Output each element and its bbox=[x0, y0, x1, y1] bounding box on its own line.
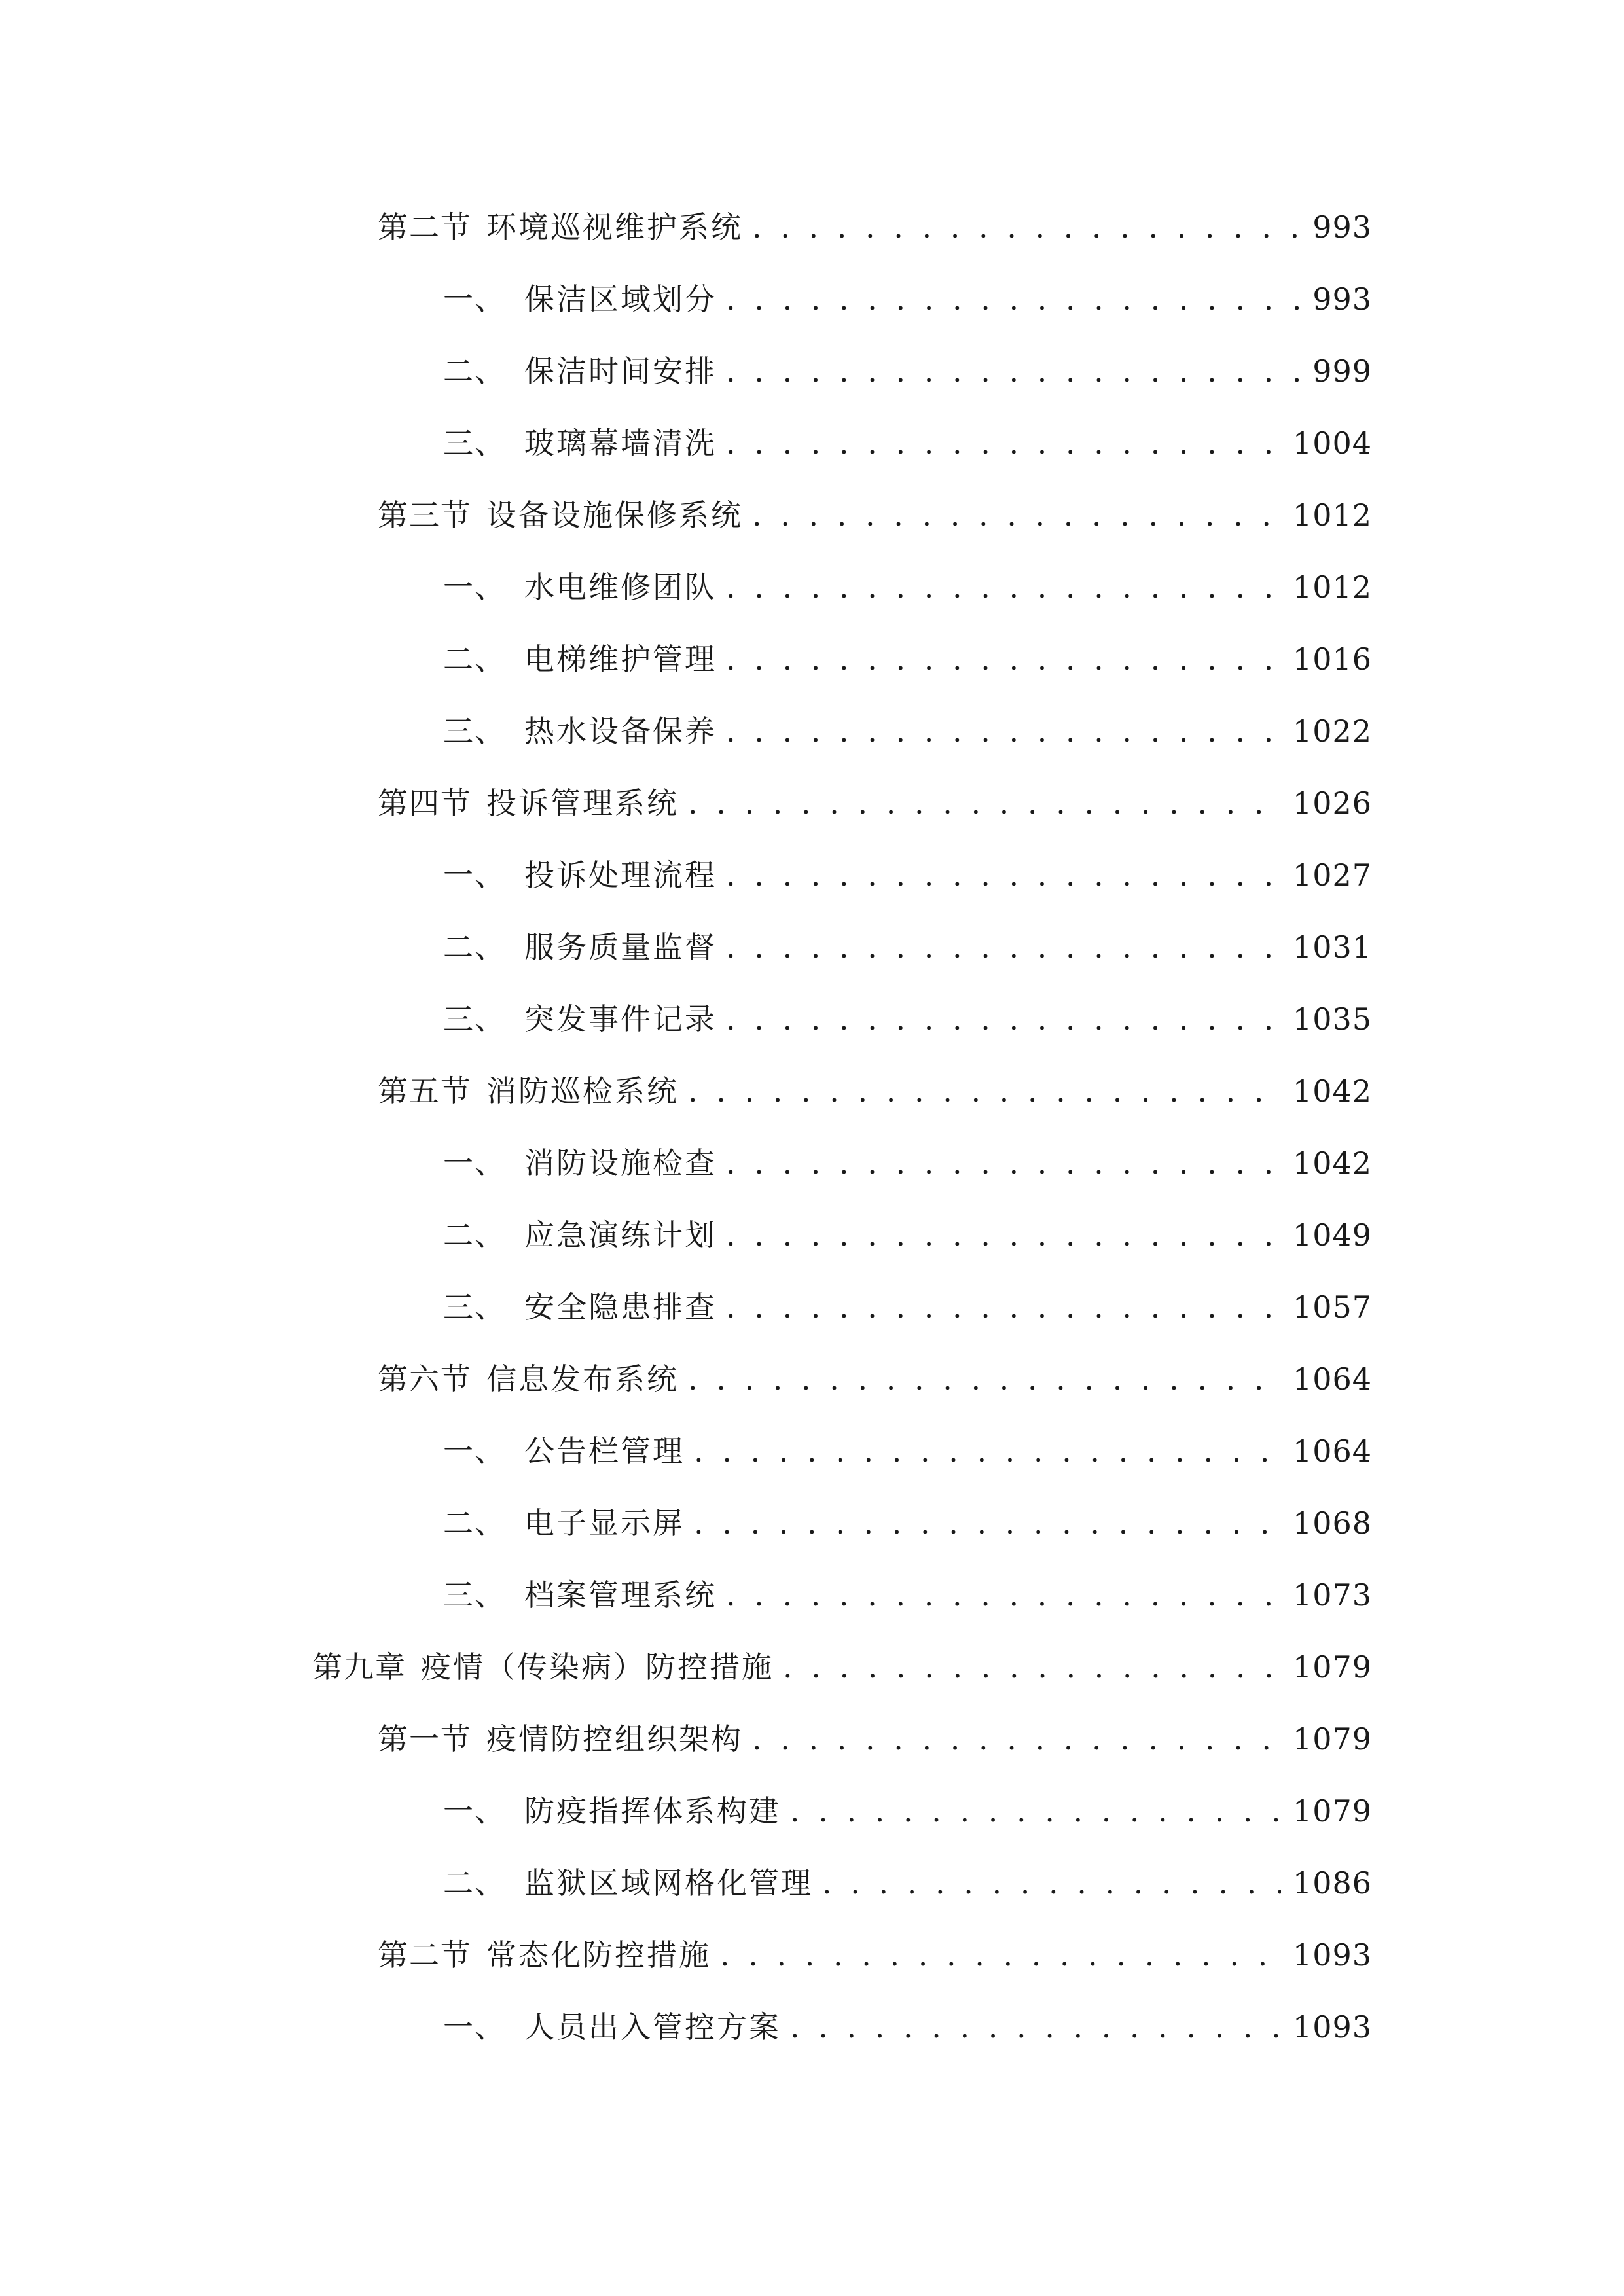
entry-title: 档案管理系统 bbox=[524, 1577, 717, 1613]
entry-number: 第二节 bbox=[378, 209, 472, 245]
entry-title: 投诉处理流程 bbox=[524, 857, 717, 893]
entry-number: 第六节 bbox=[378, 1361, 472, 1397]
toc-entry[interactable] bbox=[443, 708, 1372, 754]
dot-leader bbox=[688, 1068, 1281, 1114]
dot-leader bbox=[726, 276, 1301, 322]
dot-leader bbox=[694, 1428, 1281, 1474]
entry-title: 环境巡视维护系统 bbox=[486, 209, 743, 245]
toc-entry[interactable] bbox=[378, 780, 1372, 826]
toc-entry[interactable] bbox=[443, 1788, 1372, 1834]
page-number: 1086 bbox=[1292, 1865, 1372, 1901]
entry-number: 一、 bbox=[443, 1145, 506, 1181]
entry-title: 保洁时间安排 bbox=[524, 353, 717, 389]
entry-number: 第三节 bbox=[378, 497, 472, 533]
dot-leader bbox=[726, 708, 1281, 754]
page-number: 1012 bbox=[1292, 497, 1372, 533]
entry-title: 消防设施检查 bbox=[524, 1145, 717, 1181]
entry-title: 热水设备保养 bbox=[524, 713, 717, 749]
entry-number: 二、 bbox=[443, 1865, 506, 1901]
entry-number: 三、 bbox=[443, 1577, 506, 1613]
entry-number: 三、 bbox=[443, 1001, 506, 1037]
page-number: 1016 bbox=[1292, 641, 1372, 677]
entry-number: 二、 bbox=[443, 1505, 506, 1541]
page-number: 1064 bbox=[1292, 1433, 1372, 1469]
dot-leader bbox=[688, 780, 1281, 826]
page-number: 999 bbox=[1312, 353, 1372, 389]
page-number: 1073 bbox=[1292, 1577, 1372, 1613]
dot-leader bbox=[726, 996, 1281, 1042]
page-number: 1093 bbox=[1292, 1937, 1372, 1973]
dot-leader bbox=[726, 420, 1281, 466]
toc-entry[interactable] bbox=[443, 1860, 1372, 1906]
toc-entry[interactable] bbox=[378, 1356, 1372, 1402]
entry-number: 一、 bbox=[443, 857, 506, 893]
toc-entry[interactable] bbox=[312, 1644, 1372, 1690]
entry-number: 一、 bbox=[443, 1433, 506, 1469]
entry-number: 第五节 bbox=[378, 1073, 472, 1109]
dot-leader bbox=[726, 1212, 1281, 1258]
dot-leader bbox=[726, 924, 1281, 970]
entry-number: 一、 bbox=[443, 281, 506, 317]
entry-title: 安全隐患排查 bbox=[524, 1289, 717, 1325]
toc-entry[interactable] bbox=[443, 564, 1372, 610]
entry-title: 常态化防控措施 bbox=[486, 1937, 711, 1973]
entry-title: 信息发布系统 bbox=[486, 1361, 679, 1397]
entry-number: 三、 bbox=[443, 425, 506, 461]
entry-number: 二、 bbox=[443, 1217, 506, 1253]
dot-leader bbox=[726, 348, 1301, 394]
entry-number: 一、 bbox=[443, 1793, 506, 1829]
toc-entry[interactable] bbox=[443, 996, 1372, 1042]
page-number: 1042 bbox=[1292, 1145, 1372, 1181]
entry-title: 消防巡检系统 bbox=[486, 1073, 679, 1109]
dot-leader bbox=[752, 492, 1281, 538]
entry-number: 一、 bbox=[443, 2009, 506, 2045]
dot-leader bbox=[822, 1860, 1281, 1906]
entry-title: 防疫指挥体系构建 bbox=[524, 1793, 781, 1829]
entry-title: 疫情防控组织架构 bbox=[486, 1721, 743, 1757]
dot-leader bbox=[726, 1284, 1281, 1330]
dot-leader bbox=[694, 1500, 1281, 1546]
entry-title: 设备设施保修系统 bbox=[486, 497, 743, 533]
page-number: 1057 bbox=[1292, 1289, 1372, 1325]
page-number: 1042 bbox=[1292, 1073, 1372, 1109]
entry-title: 水电维修团队 bbox=[524, 569, 717, 605]
page-number: 1093 bbox=[1292, 2009, 1372, 2045]
dot-leader bbox=[720, 1932, 1281, 1978]
entry-number: 二、 bbox=[443, 353, 506, 389]
dot-leader bbox=[726, 1140, 1281, 1186]
entry-number: 三、 bbox=[443, 713, 506, 749]
dot-leader bbox=[726, 852, 1281, 898]
entry-title: 疫情（传染病）防控措施 bbox=[421, 1649, 774, 1685]
toc-entry[interactable] bbox=[378, 1068, 1372, 1114]
toc-entry[interactable] bbox=[443, 1500, 1372, 1546]
entry-title: 投诉管理系统 bbox=[486, 785, 679, 821]
toc-entry[interactable] bbox=[378, 1932, 1372, 1978]
toc-entry[interactable] bbox=[443, 924, 1372, 970]
toc-entry[interactable] bbox=[443, 636, 1372, 682]
toc-entry[interactable] bbox=[443, 2004, 1372, 2050]
entry-title: 玻璃幕墙清洗 bbox=[524, 425, 717, 461]
entry-number: 第四节 bbox=[378, 785, 472, 821]
entry-title: 应急演练计划 bbox=[524, 1217, 717, 1253]
entry-number: 第一节 bbox=[378, 1721, 472, 1757]
page-number: 1079 bbox=[1292, 1649, 1372, 1685]
dot-leader bbox=[790, 1788, 1281, 1834]
dot-leader bbox=[790, 2004, 1281, 2050]
entry-title: 保洁区域划分 bbox=[524, 281, 717, 317]
page-number: 1031 bbox=[1292, 929, 1372, 965]
toc-entry[interactable] bbox=[443, 1140, 1372, 1186]
entry-number: 第九章 bbox=[312, 1649, 406, 1685]
page-number: 1079 bbox=[1292, 1721, 1372, 1757]
entry-number: 第二节 bbox=[378, 1937, 472, 1973]
toc-entry[interactable] bbox=[443, 1428, 1372, 1474]
page-number: 1049 bbox=[1292, 1217, 1372, 1253]
page-number: 1035 bbox=[1292, 1001, 1372, 1037]
entry-title: 电子显示屏 bbox=[524, 1505, 685, 1541]
page-number: 993 bbox=[1312, 281, 1372, 317]
entry-number: 二、 bbox=[443, 929, 506, 965]
toc-entry[interactable] bbox=[443, 852, 1372, 898]
toc-entry[interactable] bbox=[443, 420, 1372, 466]
page-number: 1012 bbox=[1292, 569, 1372, 605]
toc-entry[interactable] bbox=[378, 492, 1372, 538]
entry-title: 人员出入管控方案 bbox=[524, 2009, 781, 2045]
page-number: 1004 bbox=[1292, 425, 1372, 461]
page-number: 1022 bbox=[1292, 713, 1372, 749]
entry-title: 突发事件记录 bbox=[524, 1001, 717, 1037]
page-number: 1064 bbox=[1292, 1361, 1372, 1397]
dot-leader bbox=[726, 1572, 1281, 1618]
toc-entry[interactable] bbox=[378, 1716, 1372, 1762]
dot-leader bbox=[726, 564, 1281, 610]
entry-title: 监狱区域网格化管理 bbox=[524, 1865, 813, 1901]
entry-title: 公告栏管理 bbox=[524, 1433, 685, 1469]
page-number: 1068 bbox=[1292, 1505, 1372, 1541]
toc-entry[interactable] bbox=[443, 1284, 1372, 1330]
dot-leader bbox=[752, 1716, 1281, 1762]
dot-leader bbox=[726, 636, 1281, 682]
toc-entry[interactable] bbox=[443, 276, 1372, 322]
toc-entry[interactable] bbox=[378, 204, 1372, 250]
dot-leader bbox=[783, 1644, 1281, 1690]
toc-entry[interactable] bbox=[443, 1572, 1372, 1618]
page-number: 993 bbox=[1312, 209, 1372, 245]
entry-number: 三、 bbox=[443, 1289, 506, 1325]
dot-leader bbox=[752, 204, 1301, 250]
page-number: 1079 bbox=[1292, 1793, 1372, 1829]
entry-number: 一、 bbox=[443, 569, 506, 605]
page-number: 1027 bbox=[1292, 857, 1372, 893]
entry-number: 二、 bbox=[443, 641, 506, 677]
dot-leader bbox=[688, 1356, 1281, 1402]
toc-entry[interactable] bbox=[443, 348, 1372, 394]
page-number: 1026 bbox=[1292, 785, 1372, 821]
toc-entry[interactable] bbox=[443, 1212, 1372, 1258]
entry-title: 电梯维护管理 bbox=[524, 641, 717, 677]
entry-title: 服务质量监督 bbox=[524, 929, 717, 965]
